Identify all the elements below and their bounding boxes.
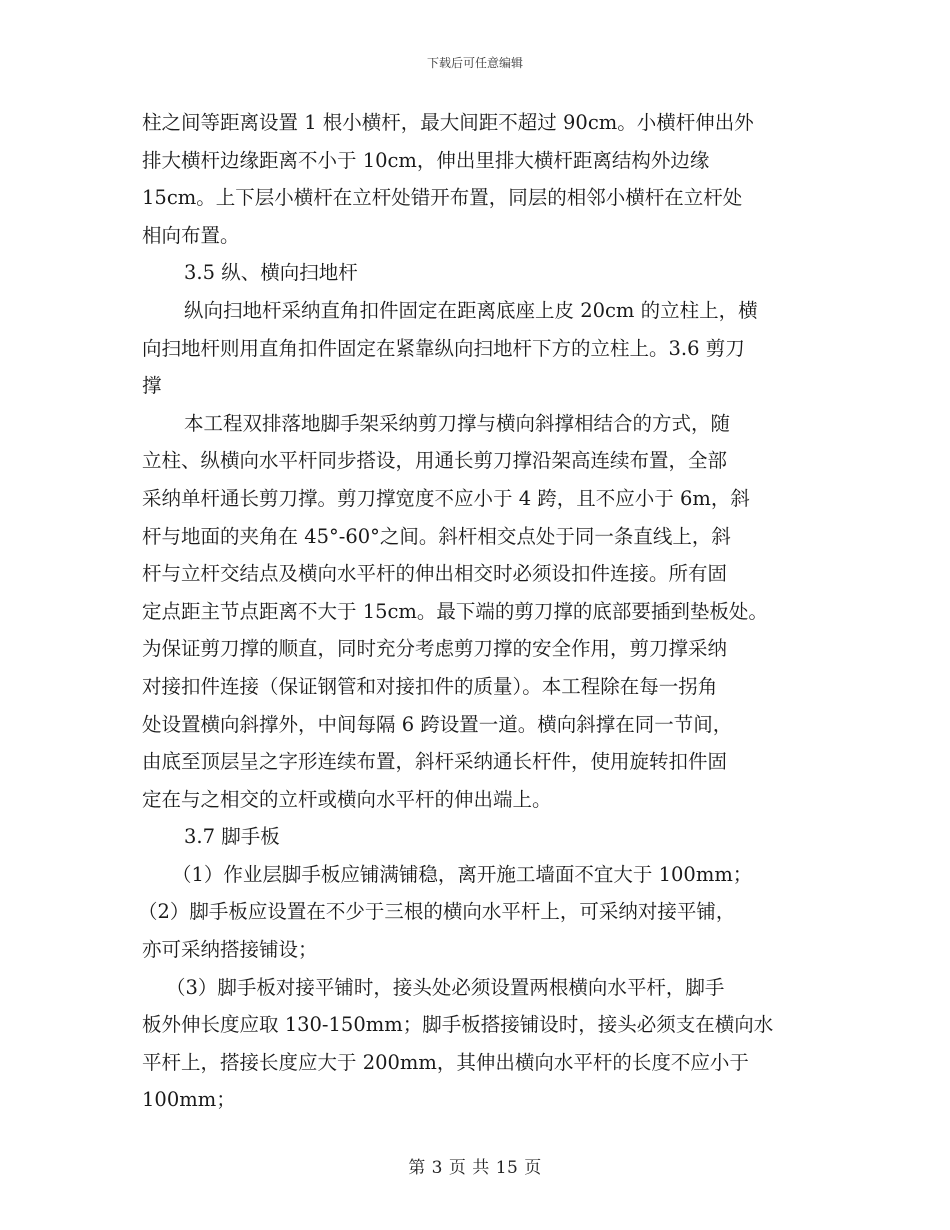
section-heading-3-7: 3.7 脚手板 — [184, 825, 280, 849]
text-line: 15cm。上下层小横杆在立杆处错开布置，同层的相邻小横杆在立杆处 — [142, 186, 743, 210]
text-line: 相向布置。 — [142, 223, 240, 247]
text-line: 撑 — [142, 374, 162, 398]
text-line: 为保证剪刀撑的顺直，同时充分考虑剪刀撑的安全作用，剪刀撑采纳 — [142, 637, 728, 661]
text-line: 排大横杆边缘距离不小于 10cm，伸出里排大横杆距离结构外边缘 — [142, 148, 710, 172]
document-body — [138, 104, 810, 1119]
text-line: 由底至顶层呈之字形连续布置，斜杆采纳通长杆件，使用旋转扣件固 — [142, 750, 728, 774]
text-line: 立柱、纵横向水平杆同步搭设，用通长剪刀撑沿架高连续布置，全部 — [142, 449, 728, 473]
text-line: 平杆上，搭接长度应大于 200mm，其伸出横向水平杆的长度不应小于 — [142, 1050, 749, 1074]
text-line: 处设置横向斜撑外，中间每隔 6 跨设置一道。横向斜撑在同一节间， — [142, 712, 733, 736]
text-line: 向扫地杆则用直角扣件固定在紧靠纵向扫地杆下方的立柱上。3.6 剪刀 — [142, 336, 745, 360]
text-line: 板外伸长度应取 130-150mm；脚手板搭接铺设时，接头必须支在横向水 — [142, 1013, 774, 1037]
page-header: 下载后可任意编辑 — [426, 56, 523, 70]
text-line: 纵向扫地杆采纳直角扣件固定在距离底座上皮 20cm 的立柱上，横 — [184, 298, 758, 322]
text-line: 定点距主节点距离不大于 15cm。最下端的剪刀撑的底部要插到垫板处。 — [142, 599, 768, 623]
list-item: （3）脚手板对接平铺时，接头处必须设置两根横向水平杆，脚手 — [166, 975, 725, 999]
page-number: 第 3 页 共 15 页 — [408, 1158, 542, 1178]
text-line: 定在与之相交的立杆或横向水平杆的伸出端上。 — [142, 787, 552, 811]
text-line: 对接扣件连接（保证钢管和对接扣件的质量）。本工程除在每一拐角 — [142, 674, 718, 698]
text-line: 采纳单杆通长剪刀撑。剪刀撑宽度不应小于 4 跨，且不应小于 6m，斜 — [142, 486, 750, 510]
text-line: 100mm； — [142, 1088, 236, 1112]
text-line: 杆与地面的夹角在 45°-60°之间。斜杆相交点处于同一条直线上，斜 — [142, 524, 731, 548]
text-line: 柱之间等距离设置 1 根小横杆，最大间距不超过 90cm。小横杆伸出外 — [142, 111, 754, 134]
text-line: 杆与立杆交结点及横向水平杆的伸出相交时必须设扣件连接。所有固 — [142, 562, 728, 586]
section-heading-3-5: 3.5 纵、横向扫地杆 — [184, 261, 358, 285]
text-line: 本工程双排落地脚手架采纳剪刀撑与横向斜撑相结合的方式，随 — [184, 411, 731, 435]
text-line: 亦可采纳搭接铺设； — [142, 938, 318, 962]
list-item: （1）作业层脚手板应铺满铺稳，离开施工墙面不宜大于 100mm； — [172, 862, 753, 886]
list-item: （2）脚手板应设置在不少于三根的横向水平杆上，可采纳对接平铺， — [138, 900, 736, 924]
